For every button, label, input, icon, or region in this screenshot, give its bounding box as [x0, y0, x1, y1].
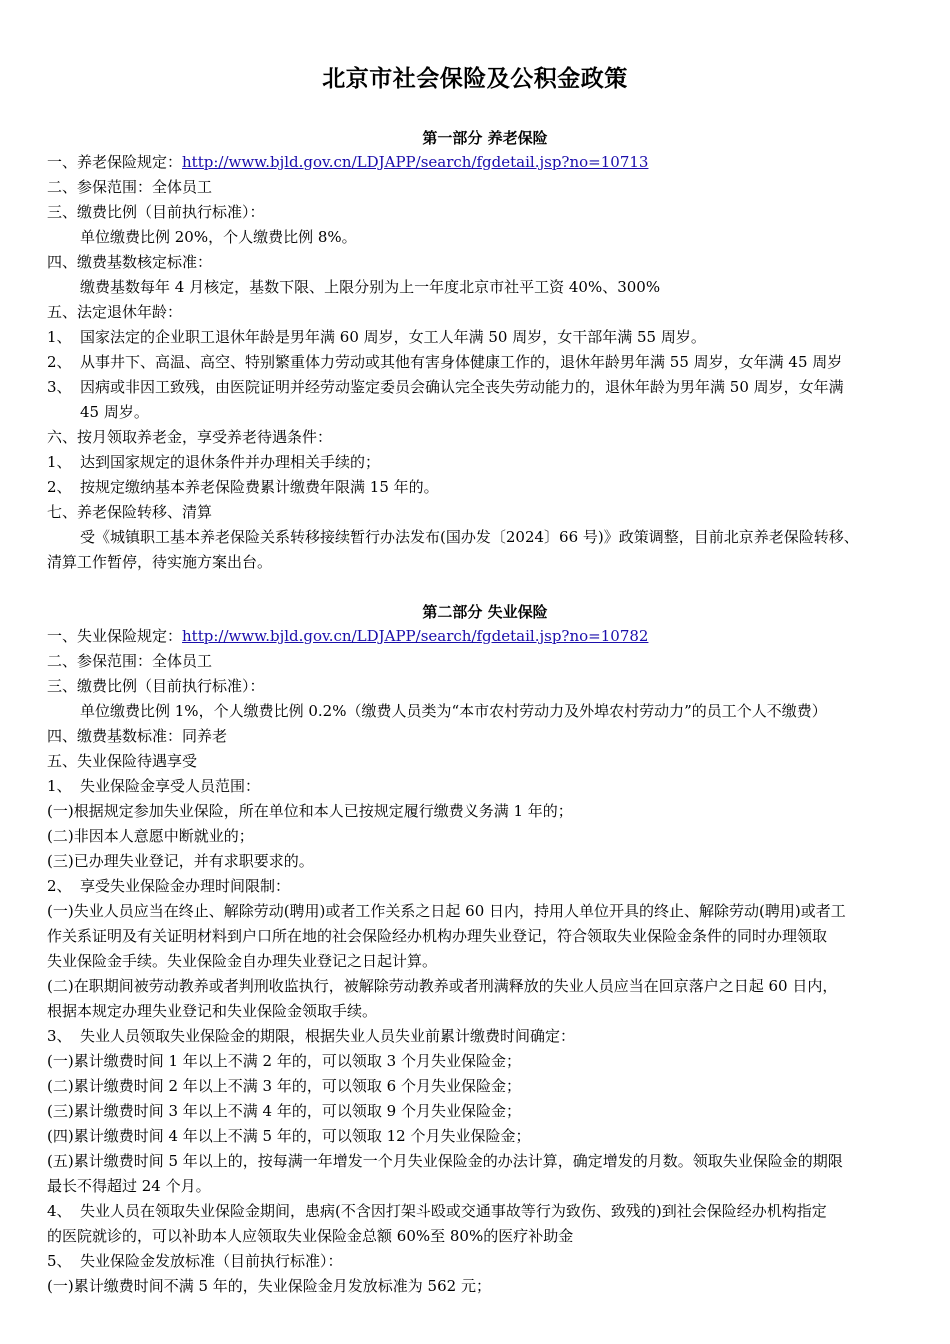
pension-regulation-label: 一、养老保险规定： [47, 153, 183, 171]
pension-regulation-line [47, 152, 648, 172]
pension-rate-heading: 三、缴费比例（目前执行标准）： [47, 203, 265, 221]
pension-regulation-link[interactable]: http://www.bjld.gov.cn/LDJAPP/search/fgdetail.jsp?no=10713 [182, 153, 649, 171]
benefit-standard-heading: 失业保险金发放标准（目前执行标准）： [80, 1252, 343, 1270]
unemployment-coverage: 二、参保范围：全体员工 [47, 652, 213, 670]
benefit-time-limit-1: (一)失业人员应当在终止、解除劳动(聘用)或者工作关系之日起 60 日内，持用人单位开具的终止、解除劳动(聘用)或者工 [47, 902, 846, 920]
pension-transfer-heading: 七、养老保险转移、清算 [47, 503, 213, 521]
retirement-age-item-2: 从事井下、高温、高空、特别繁重体力劳动或其他有害身体健康工作的，退休年龄男年满 55 周岁，女年满 45 周岁 [80, 353, 843, 371]
benefit-eligibility-1: (一)根据规定参加失业保险，所在单位和本人已按规定履行缴费义务满 1 年的； [47, 802, 573, 820]
section-heading-pension: 第一部分 养老保险 [422, 129, 548, 147]
section-heading-unemployment: 第二部分 失业保险 [422, 603, 548, 621]
unemployment-regulation-link[interactable]: http://www.bjld.gov.cn/LDJAPP/search/fgdetail.jsp?no=10782 [182, 627, 649, 645]
unemployment-regulation-line [47, 626, 648, 646]
benefit-time-limit-2: (二)在职期间被劳动教养或者判刑收监执行，被解除劳动教养或者刑满释放的失业人员应当在回京落户之日起 60 日内， [47, 977, 838, 995]
benefit-time-limit-heading: 享受失业保险金办理时间限制： [80, 877, 291, 895]
benefit-eligibility-2: (二)非因本人意愿中断就业的； [47, 827, 254, 845]
list-number: 2、 [47, 353, 72, 371]
benefit-duration-1: (一)累计缴费时间 1 年以上不满 2 年的，可以领取 3 个月失业保险金； [47, 1052, 521, 1070]
unemployment-rate-text: 单位缴费比例 1%，个人缴费比例 0.2%（缴费人员类为“本市农村劳动力及外埠农村劳动力”的员工个人不缴费） [80, 702, 827, 720]
unemployment-regulation-label: 一、失业保险规定： [47, 627, 183, 645]
retirement-age-heading: 五、法定退休年龄： [47, 303, 183, 321]
unemployment-benefits-heading: 五、失业保险待遇享受 [47, 752, 198, 770]
benefit-duration-3: (三)累计缴费时间 3 年以上不满 4 年的，可以领取 9 个月失业保险金； [47, 1102, 521, 1120]
medical-subsidy-text: 失业人员在领取失业保险金期间，患病(不含因打架斗殴或交通事故等行为致伤、致残的)到社会保险经办机构指定 [80, 1202, 827, 1220]
pension-condition-2: 按规定缴纳基本养老保险费累计缴费年限满 15 年的。 [80, 478, 439, 496]
pension-transfer-text-cont: 清算工作暂停，待实施方案出台。 [47, 553, 273, 571]
pension-coverage: 二、参保范围：全体员工 [47, 178, 213, 196]
list-number: 1、 [47, 453, 72, 471]
list-number: 2、 [47, 877, 72, 895]
pension-base-heading: 四、缴费基数核定标准： [47, 253, 213, 271]
pension-condition-1: 达到国家规定的退休条件并办理相关手续的； [80, 453, 381, 471]
benefit-eligibility-3: (三)已办理失业登记，并有求职要求的。 [47, 852, 314, 870]
benefit-time-limit-2-cont: 根据本规定办理失业登记和失业保险金领取手续。 [47, 1002, 378, 1020]
pension-transfer-text: 受《城镇职工基本养老保险关系转移接续暂行办法发布(国办发〔2024〕66 号)》政策调整，目前北京养老保险转移、 [80, 528, 859, 546]
benefit-duration-4: (四)累计缴费时间 4 年以上不满 5 年的，可以领取 12 个月失业保险金； [47, 1127, 531, 1145]
benefit-standard-1: (一)累计缴费时间不满 5 年的，失业保险金月发放标准为 562 元； [47, 1277, 491, 1295]
pension-rate-text: 单位缴费比例 20%，个人缴费比例 8%。 [80, 228, 357, 246]
list-number: 5、 [47, 1252, 72, 1270]
pension-conditions-heading: 六、按月领取养老金，享受养老待遇条件： [47, 428, 333, 446]
retirement-age-item-1: 国家法定的企业职工退休年龄是男年满 60 周岁，女工人年满 50 周岁，女干部年满 55 周岁。 [80, 328, 706, 346]
retirement-age-item-3: 因病或非因工致残，由医院证明并经劳动鉴定委员会确认完全丧失劳动能力的，退休年龄为男年满 50 周岁，女年满 [80, 378, 844, 396]
benefit-time-limit-1-cont: 作关系证明及有关证明材料到户口所在地的社会保险经办机构办理失业登记，符合领取失业保险金条件的同时办理领取 [47, 927, 828, 945]
list-number: 4、 [47, 1202, 72, 1220]
list-number: 2、 [47, 478, 72, 496]
benefit-duration-5: (五)累计缴费时间 5 年以上的，按每满一年增发一个月失业保险金的办法计算，确定增发的月数。领取失业保险金的期限 [47, 1152, 843, 1170]
document-title: 北京市社会保险及公积金政策 [322, 65, 628, 92]
unemployment-base: 四、缴费基数标准：同养老 [47, 727, 228, 745]
benefit-duration-heading: 失业人员领取失业保险金的期限，根据失业人员失业前累计缴费时间确定： [80, 1027, 576, 1045]
benefit-time-limit-1-cont: 失业保险金手续。失业保险金自办理失业登记之日起计算。 [47, 952, 438, 970]
list-number: 1、 [47, 777, 72, 795]
list-number: 3、 [47, 378, 72, 396]
list-number: 3、 [47, 1027, 72, 1045]
medical-subsidy-text-cont: 的医院就诊的，可以补助本人应领取失业保险金总额 60%至 80%的医疗补助金 [47, 1227, 574, 1245]
benefit-duration-5-cont: 最长不得超过 24 个月。 [47, 1177, 211, 1195]
list-number: 1、 [47, 328, 72, 346]
pension-base-text: 缴费基数每年 4 月核定，基数下限、上限分别为上一年度北京市社平工资 40%、300% [80, 278, 661, 296]
benefit-duration-2: (二)累计缴费时间 2 年以上不满 3 年的，可以领取 6 个月失业保险金； [47, 1077, 521, 1095]
retirement-age-item-3-cont: 45 周岁。 [80, 403, 149, 421]
benefit-eligibility-heading: 失业保险金享受人员范围： [80, 777, 261, 795]
unemployment-rate-heading: 三、缴费比例（目前执行标准）： [47, 677, 265, 695]
